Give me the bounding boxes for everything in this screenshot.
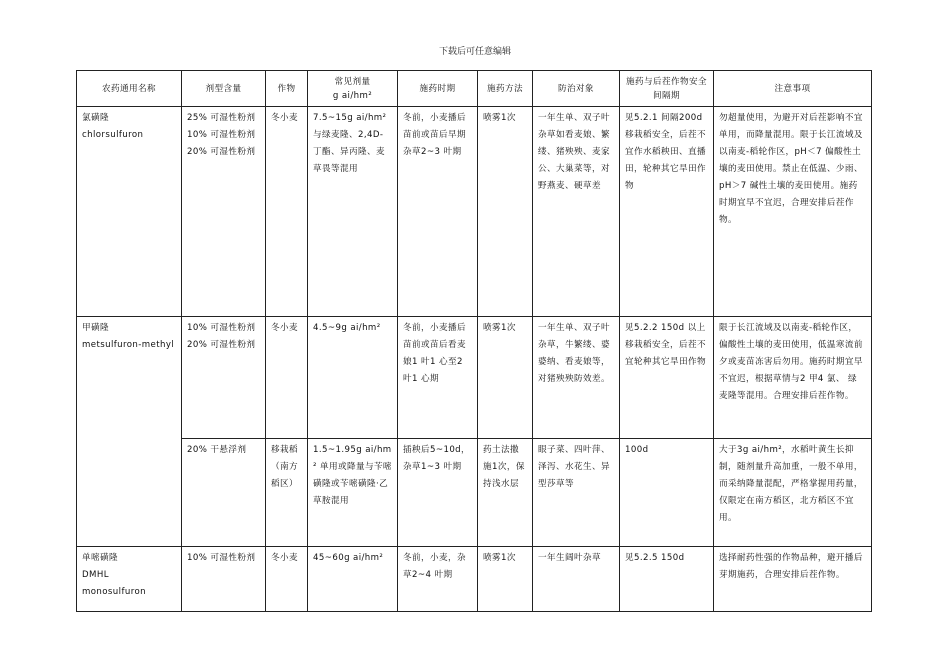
pesticide-name-cn: 甲磺隆 bbox=[82, 323, 109, 333]
cell-crop: 冬小麦 bbox=[266, 547, 308, 612]
cell-dosage: 45~60g ai/hm² bbox=[308, 547, 398, 612]
cell-formulation: 10% 可湿性粉剂 20% 可湿性粉剂 bbox=[182, 317, 266, 439]
cell-notes: 大于3g ai/hm²，水稻叶黄生长抑制，随剂量升高加重，一般不单用，而采纳降量混配，严格掌握用药量，仅限定在南方稻区，北方稻区不宜用。 bbox=[714, 439, 872, 547]
cell-method: 喷雾1次 bbox=[478, 317, 533, 439]
pesticide-name-en: monosulfuron bbox=[82, 587, 146, 597]
cell-dosage: 1.5~1.95g ai/hm² 单用或降量与苄嘧磺隆或苄嘧磺隆·乙草胺混用 bbox=[308, 439, 398, 547]
header-dosage bbox=[308, 71, 398, 107]
pesticide-name-en: chlorsulfuron bbox=[82, 130, 144, 140]
cell-crop: 冬小麦 bbox=[266, 107, 308, 317]
cell-interval: 100d bbox=[620, 439, 714, 547]
cell-targets: 一年生单、双子叶杂草，牛繁缕、婆婆纳、看麦娘等，对猪殃殃防效差。 bbox=[533, 317, 620, 439]
header-formulation: 剂型含量 bbox=[182, 71, 266, 107]
table-row bbox=[77, 107, 872, 317]
cell-formulation: 10% 可湿性粉剂 bbox=[182, 547, 266, 612]
cell-method: 喷雾1次 bbox=[478, 547, 533, 612]
table-header-row bbox=[77, 71, 872, 107]
pesticide-name-en: metsulfuron-methyl bbox=[82, 340, 175, 350]
cell-formulation: 20% 干悬浮剂 bbox=[182, 439, 266, 547]
cell-notes: 选择耐药性强的作物品种，避开播后芽期施药，合理安排后茬作物。 bbox=[714, 547, 872, 612]
cell-crop: 冬小麦 bbox=[266, 317, 308, 439]
header-crop: 作物 bbox=[266, 71, 308, 107]
cell-name bbox=[77, 107, 182, 317]
cell-interval: 见5.2.2 150d 以上 移栽稻安全，后茬不宜轮种其它旱田作物 bbox=[620, 317, 714, 439]
cell-name bbox=[77, 547, 182, 612]
table-row bbox=[77, 547, 872, 612]
header-interval: 施药与后茬作物安全间隔期 bbox=[620, 71, 714, 107]
cell-timing: 冬前，小麦播后苗前或苗后看麦娘1 叶1 心至2 叶1 心期 bbox=[398, 317, 478, 439]
table-row bbox=[77, 439, 872, 547]
header-dosage-line1: 常见剂量 bbox=[334, 76, 371, 87]
cell-formulation: 25% 可湿性粉剂 10% 可湿性粉剂 20% 可湿性粉剂 bbox=[182, 107, 266, 317]
cell-crop: 移栽稻（南方稻区） bbox=[266, 439, 308, 547]
cell-method: 药土法撒施1次，保持浅水层 bbox=[478, 439, 533, 547]
cell-targets: 一年生单、双子叶杂草如看麦娘、繁缕、猪殃殃、麦家公、大巢菜等，对野燕麦、硬草差 bbox=[533, 107, 620, 317]
cell-timing: 冬前，小麦播后苗前或苗后早期杂草2~3 叶期 bbox=[398, 107, 478, 317]
table-row bbox=[77, 317, 872, 439]
cell-timing: 插秧后5~10d，杂草1~3 叶期 bbox=[398, 439, 478, 547]
cell-timing: 冬前，小麦，杂草2~4 叶期 bbox=[398, 547, 478, 612]
cell-interval: 见5.2.5 150d bbox=[620, 547, 714, 612]
header-note: 下载后可任意编辑 bbox=[438, 47, 511, 57]
pesticide-name-cn: 氯磺隆 bbox=[82, 113, 109, 123]
pesticide-table bbox=[76, 70, 872, 612]
header-name: 农药通用名称 bbox=[77, 71, 182, 107]
cell-method: 喷雾1次 bbox=[478, 107, 533, 317]
cell-name bbox=[77, 317, 182, 547]
header-dosage-line2: g ai/hm² bbox=[332, 90, 373, 101]
pesticide-name-code: DMHL bbox=[82, 570, 109, 580]
header-targets: 防治对象 bbox=[533, 71, 620, 107]
cell-interval: 见5.2.1 间隔200d 移栽稻安全，后茬不宜作水稻秧田、直播田，轮种其它旱田作物 bbox=[620, 107, 714, 317]
header-timing: 施药时期 bbox=[398, 71, 478, 107]
cell-targets: 一年生阔叶杂草 bbox=[533, 547, 620, 612]
pesticide-name-cn: 单嘧磺隆 bbox=[82, 553, 118, 563]
cell-notes: 限于长江流域及以南麦-稻轮作区，偏酸性土壤的麦田使用，低温寒流前夕或麦苗冻害后勿用。施药时期宜早不宜迟，根据草情与2 甲4 氯、 绿麦隆等混用。合理安排后茬作物。 bbox=[714, 317, 872, 439]
header-notes: 注意事项 bbox=[714, 71, 872, 107]
cell-targets: 眼子菜、四叶萍、泽泻、水花生、异型莎草等 bbox=[533, 439, 620, 547]
header-method: 施药方法 bbox=[478, 71, 533, 107]
cell-dosage: 4.5~9g ai/hm² bbox=[308, 317, 398, 439]
cell-notes: 勿超量使用，为避开对后茬影响不宜单用，而降量混用。限于长江流域及以南麦-稻轮作区，pH＜7 偏酸性土壤的麦田使用。禁止在低温、少雨、 pH＞7 碱性土壤的麦田使用。施药时期宜早不宜迟，合理安排后茬作物。 bbox=[714, 107, 872, 317]
cell-dosage: 7.5~15g ai/hm² 与绿麦隆、2,4D- 丁酯、异丙隆、麦草畏等混用 bbox=[308, 107, 398, 317]
